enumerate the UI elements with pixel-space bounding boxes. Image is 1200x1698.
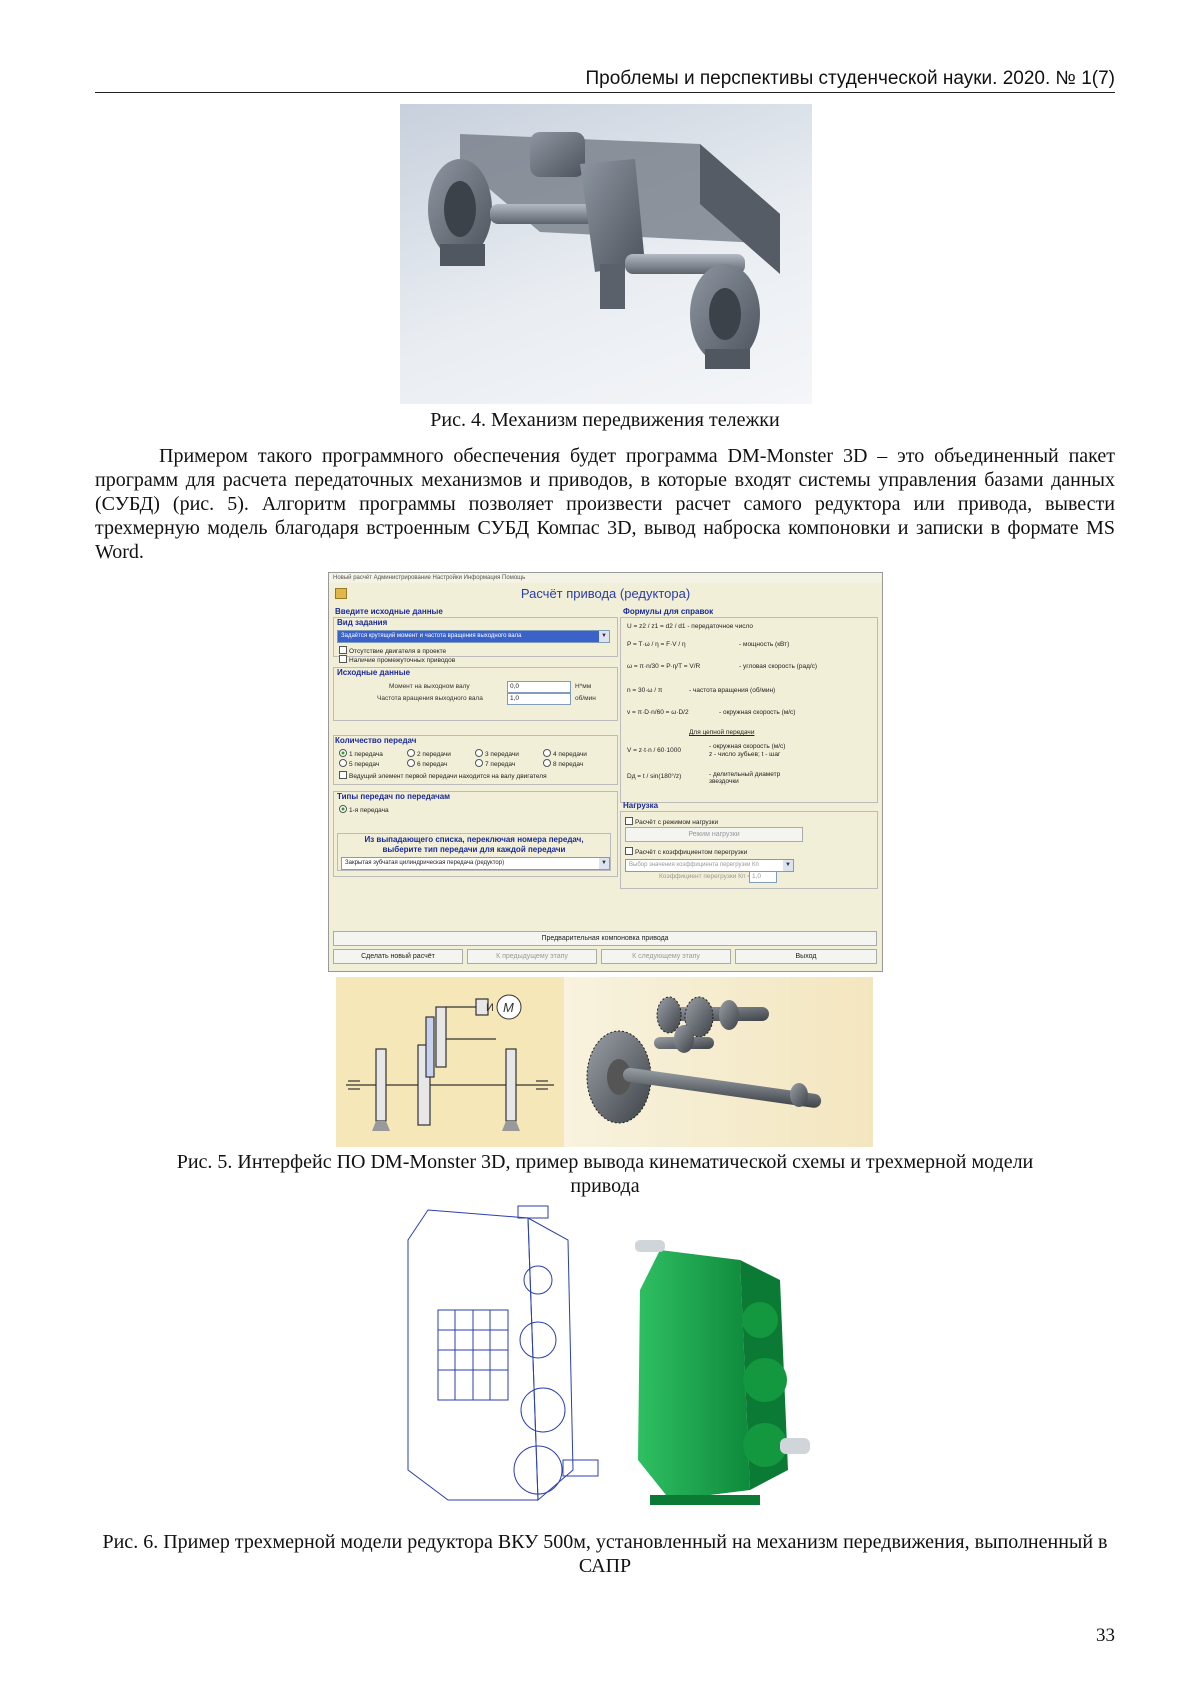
- gear-types-label: Типы передач по передачам: [337, 792, 450, 801]
- speed-unit: об/мин: [575, 695, 596, 702]
- motor-checkbox[interactable]: [339, 646, 446, 655]
- formula-n: - частота вращения (об/мин): [689, 687, 775, 694]
- formula-chain-v: - окружная скорость (м/с): [709, 743, 785, 750]
- motor-checkbox-label: Отсутствие двигателя в проекте: [349, 648, 446, 655]
- gearbox-wireframe: [388, 1200, 613, 1518]
- journal-header: Проблемы и перспективы студенческой науки. 2020. № 1(7): [95, 68, 1115, 90]
- radio-5-label: 5 передач: [349, 761, 379, 768]
- figure4-caption: Рис. 4. Механизм передвижения тележки: [95, 408, 1115, 432]
- radio-3-gears[interactable]: [475, 749, 519, 758]
- radio-5-gears[interactable]: [339, 759, 379, 768]
- header-rule: [95, 92, 1115, 93]
- torque-unit: Н*мм: [575, 683, 591, 690]
- overload-coef-label: Коэффициент перегрузки Кп =: [659, 873, 751, 880]
- overload-checkbox-label: Расчёт с коэффициентом перегрузки: [635, 849, 747, 856]
- motor-symbol: М: [503, 1000, 514, 1015]
- radio-icon: [475, 749, 483, 757]
- speed-input[interactable]: 1,0: [507, 693, 571, 705]
- overload-coef-input[interactable]: 1,0: [749, 871, 777, 883]
- formula-omega: - угловая скорость (рад/с): [739, 663, 817, 670]
- formulas-label: Формулы для справок: [623, 607, 713, 616]
- first-gear-radio[interactable]: [339, 805, 389, 814]
- figure5-caption: Рис. 5. Интерфейс ПО DM-Monster 3D, пример вывода кинематической схемы и трехмерной модели привода: [145, 1150, 1065, 1198]
- kinematic-scheme: [336, 977, 564, 1147]
- checkbox-icon: [339, 655, 347, 663]
- checkbox-icon: [339, 771, 347, 779]
- layout-button[interactable]: Предварительная компоновка привода: [333, 931, 877, 946]
- checkbox-icon: [625, 817, 633, 825]
- instruction-text: Из выпадающего списка, переключая номера передач, выберите тип передачи для каждой передачи: [349, 835, 599, 855]
- formula-omega-eq: ω = π·n/30 = P·η/T = V/R: [627, 663, 700, 670]
- radio-4-gears[interactable]: [543, 749, 587, 758]
- radio-2-gears[interactable]: [407, 749, 451, 758]
- prev-step-button[interactable]: К предыдущему этапу: [467, 949, 597, 964]
- radio-8-gears[interactable]: [543, 759, 583, 768]
- chevron-down-icon: ▼: [599, 631, 609, 642]
- torque-label: Момент на выходном валу: [389, 683, 470, 690]
- radio-1-gear[interactable]: [339, 749, 383, 758]
- coupling-symbol: И: [486, 1002, 494, 1014]
- load-label: Нагрузка: [623, 801, 658, 810]
- radio-3-label: 3 передачи: [485, 751, 519, 758]
- gear-type-value: Закрытая зубчатая цилиндрическая передача (редуктор): [345, 860, 504, 866]
- radio-6-label: 6 передач: [417, 761, 447, 768]
- lead-element-checkbox[interactable]: [339, 771, 547, 780]
- formula-chain-title: Для цепной передачи: [689, 729, 754, 736]
- formula-dd-eq: Dд = t / sin(180°/z): [627, 773, 681, 780]
- source-data-label: Исходные данные: [337, 668, 410, 677]
- input-section-title: Введите исходные данные: [335, 607, 443, 616]
- gearbox-green-model: [630, 1230, 820, 1522]
- dm-monster-window: [328, 572, 883, 972]
- formula-dd: - делительный диаметр звездочки: [709, 771, 799, 785]
- formula-ratio: U = z2 / z1 = d2 / d1 - передаточное число: [627, 623, 753, 630]
- exit-button[interactable]: Выход: [735, 949, 877, 964]
- first-gear-label: 1-я передача: [349, 807, 389, 814]
- torque-input[interactable]: 0,0: [507, 681, 571, 693]
- chevron-down-icon: ▼: [783, 860, 793, 871]
- load-mode-checkbox[interactable]: [625, 817, 718, 826]
- figure4-image: [400, 104, 812, 404]
- overload-checkbox[interactable]: [625, 847, 747, 856]
- new-calc-button[interactable]: Сделать новый расчёт: [333, 949, 463, 964]
- radio-6-gears[interactable]: [407, 759, 447, 768]
- lead-element-label: Ведущий элемент первой передачи находится на валу двигателя: [349, 773, 547, 780]
- radio-icon: [475, 759, 483, 767]
- formula-power-eq: P = T·ω / η = F·V / η: [627, 641, 686, 648]
- radio-7-label: 7 передач: [485, 761, 515, 768]
- radio-1-label: 1 передача: [349, 751, 383, 758]
- next-step-button[interactable]: К следующему этапу: [601, 949, 731, 964]
- formula-n-eq: n = 30·ω / π: [627, 687, 662, 694]
- radio-icon: [339, 759, 347, 767]
- coupling-checkbox[interactable]: [339, 655, 455, 664]
- formula-v: - окружная скорость (м/с): [719, 709, 795, 716]
- chevron-down-icon: ▼: [599, 858, 609, 869]
- radio-2-label: 2 передачи: [417, 751, 451, 758]
- radio-8-label: 8 передач: [553, 761, 583, 768]
- formula-chain-v-eq: V = z·t·n / 60·1000: [627, 747, 681, 754]
- menu-bar[interactable]: Новый расчёт Администрирование Настройки Информация Помощь: [329, 573, 882, 583]
- overload-select-value: Выбор значения коэффициента перегрузки Кп: [629, 862, 759, 868]
- radio-7-gears[interactable]: [475, 759, 515, 768]
- figure6-caption: Рис. 6. Пример трехмерной модели редуктора ВКУ 500м, установленный на механизм передвижения, выполненный в САПР: [95, 1530, 1115, 1578]
- checkbox-icon: [625, 847, 633, 855]
- gear-type-select[interactable]: [341, 857, 610, 870]
- coupling-checkbox-label: Наличие промежуточных приводов: [349, 657, 455, 664]
- load-mode-checkbox-label: Расчёт с режимом нагрузки: [635, 819, 718, 826]
- page-number: 33: [1096, 1625, 1115, 1647]
- window-title: Расчёт привода (редуктора): [329, 583, 882, 605]
- load-mode-button[interactable]: Режим нагрузки: [625, 827, 803, 842]
- radio-icon: [339, 805, 347, 813]
- formula-v-eq: v = π·D·n/60 = ω·D/2: [627, 709, 689, 716]
- task-type-select[interactable]: [337, 630, 610, 643]
- radio-4-label: 4 передачи: [553, 751, 587, 758]
- body-paragraph: Примером такого программного обеспечения будет программа DM-Monster 3D – это объединенный пакет программ для расчета передаточных механизмов и приводов, в которые входят системы управления базами данных (СУБД) (рис. 5). Алгоритм программы позволяет произвести расчет самого редуктора или привода, вывести трехмерную модель благодаря встроенным СУБД Компас 3D, вывод наброска компоновки и записки в формате MS Word.: [95, 444, 1115, 564]
- speed-label: Частота вращения выходного вала: [377, 695, 483, 702]
- formula-chain-z: z - число зубьев; t - шаг: [709, 751, 780, 758]
- gear-3d-model: [564, 977, 873, 1147]
- radio-icon: [407, 749, 415, 757]
- radio-icon: [543, 749, 551, 757]
- checkbox-icon: [339, 646, 347, 654]
- task-type-label: Вид задания: [337, 618, 387, 627]
- task-type-value: Задаётся крутящий момент и частота вращения выходного вала: [341, 633, 521, 639]
- gears-count-label: Количество передач: [335, 736, 416, 745]
- formula-power: - мощность (кВт): [739, 641, 789, 648]
- radio-icon: [339, 749, 347, 757]
- radio-icon: [407, 759, 415, 767]
- radio-icon: [543, 759, 551, 767]
